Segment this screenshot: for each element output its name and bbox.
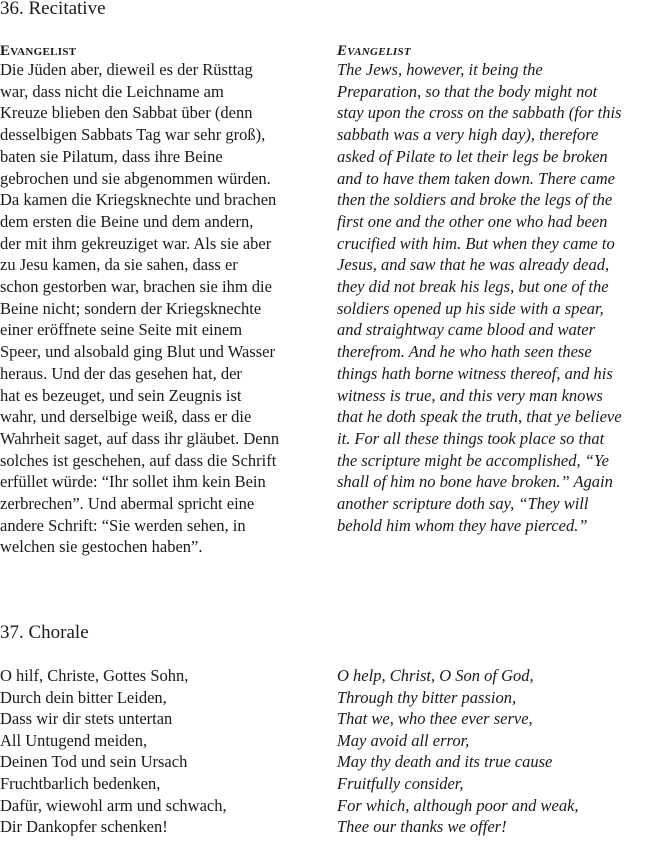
text-line: Dafür, wiewohl arm und schwach, bbox=[0, 795, 227, 815]
chorale-english-text bbox=[337, 665, 649, 838]
text-line: first one and the other one who had been bbox=[337, 211, 608, 231]
text-line: crucified with him. But when they came to bbox=[337, 233, 615, 253]
text-line: and to have them taken down. There came bbox=[337, 168, 615, 188]
text-line: Dass wir dir stets untertan bbox=[0, 709, 173, 729]
speaker-label-german: Evangelist bbox=[0, 43, 77, 59]
text-line: Jesus, and saw that he was already dead, bbox=[337, 255, 610, 275]
recitative-heading: 36. Recitative bbox=[0, 0, 106, 19]
text-line: zu Jesu kamen, da sie sahen, dass er bbox=[0, 255, 238, 275]
text-line: The Jews, however, it being the bbox=[337, 60, 543, 79]
text-line: solches ist geschehen, auf dass die Schrift bbox=[0, 450, 277, 470]
text-line: they did not break his legs, but one of the bbox=[337, 277, 609, 297]
text-line: Die Jüden aber, dieweil es der Rüsttag bbox=[0, 60, 253, 79]
recitative-english-column bbox=[337, 43, 649, 536]
text-line: Wahrheit saget, auf dass ihr gläubet. Denn bbox=[0, 428, 280, 448]
text-line: Through thy bitter passion, bbox=[337, 687, 517, 707]
recitative-german-text bbox=[0, 59, 320, 558]
recitative-german-column bbox=[0, 43, 320, 558]
text-line: O hilf, Christe, Gottes Sohn, bbox=[0, 666, 189, 685]
text-line: shall of him no bone have broken.” Again bbox=[337, 472, 613, 492]
text-line: gebrochen und sie abgenommen würden. bbox=[0, 168, 271, 188]
text-line: Fruchtbarlich bedenken, bbox=[0, 773, 161, 793]
text-line: heraus. Und der das gesehen hat, der bbox=[0, 363, 242, 383]
text-line: then the soldiers and broke the legs of the bbox=[337, 190, 613, 210]
text-line: Durch dein bitter Leiden, bbox=[0, 687, 167, 707]
speaker-label-english: Evangelist bbox=[337, 43, 411, 59]
text-line: Da kamen die Kriegsknechte und brachen bbox=[0, 190, 277, 210]
text-line: stay upon the cross on the sabbath (for this bbox=[337, 103, 622, 123]
text-line: dem ersten die Beine und dem andern, bbox=[0, 211, 254, 231]
text-line: erfüllet würde: “Ihr sollet ihm kein Bein bbox=[0, 472, 266, 492]
text-line: All Untugend meiden, bbox=[0, 730, 148, 750]
text-line: einer eröffnete seine Seite mit einem bbox=[0, 320, 243, 340]
text-line: hat es bezeuget, und sein Zeugnis ist bbox=[0, 385, 242, 405]
text-line: Thee our thanks we offer! bbox=[337, 817, 507, 837]
text-line: May thy death and its true cause bbox=[337, 752, 553, 772]
text-line: another scripture doth say, “They will bbox=[337, 494, 589, 514]
text-line: and straightway came blood and water bbox=[337, 320, 596, 340]
text-line: May avoid all error, bbox=[337, 730, 470, 750]
text-line: sabbath was a very high day), therefore bbox=[337, 125, 599, 145]
text-line: desselbigen Sabbats Tag war sehr groß), bbox=[0, 125, 266, 145]
text-line: soldiers opened up his side with a spear, bbox=[337, 298, 604, 318]
text-line: schon gestorben war, brachen sie ihm die bbox=[0, 277, 272, 297]
text-line: witness is true, and this very man knows bbox=[337, 385, 603, 405]
text-line: Kreuze blieben den Sabbat über (denn bbox=[0, 103, 253, 123]
text-line: Dir Dankopfer schenken! bbox=[0, 817, 168, 837]
text-line: baten sie Pilatum, dass ihre Beine bbox=[0, 146, 223, 166]
chorale-heading: 37. Chorale bbox=[0, 622, 89, 643]
text-line: asked of Pilate to let their legs be broken bbox=[337, 146, 608, 166]
text-line: welchen sie gestochen haben”. bbox=[0, 537, 203, 557]
text-line: zerbrechen”. Und abermal spricht eine bbox=[0, 494, 255, 514]
text-line: O help, Christ, O Son of God, bbox=[337, 666, 534, 685]
text-line: Preparation, so that the body might not bbox=[337, 81, 598, 101]
text-line: Beine nicht; sondern der Kriegsknechte bbox=[0, 298, 262, 318]
text-line: andere Schrift: “Sie werden sehen, in bbox=[0, 515, 246, 535]
text-line: behold him whom they have pierced.” bbox=[337, 515, 588, 535]
text-line: the scripture might be accomplished, “Ye bbox=[337, 450, 609, 470]
text-line: therefrom. And he who hath seen these bbox=[337, 342, 592, 362]
text-line: that he doth speak the truth, that ye believe bbox=[337, 407, 622, 427]
recitative-english-text bbox=[337, 59, 649, 536]
text-line: wahr, und derselbige weiß, dass er die bbox=[0, 407, 252, 427]
text-line: Deinen Tod und sein Ursach bbox=[0, 752, 188, 772]
text-line: it. For all these things took place so that bbox=[337, 428, 605, 448]
text-line: For which, although poor and weak, bbox=[337, 795, 579, 815]
text-line: things hath borne witness thereof, and his bbox=[337, 363, 613, 383]
text-line: Speer, und alsobald ging Blut und Wasser bbox=[0, 342, 275, 362]
text-line: Fruitfully consider, bbox=[337, 773, 464, 793]
text-line: war, dass nicht die Leichname am bbox=[0, 81, 224, 101]
text-line: der mit ihm gekreuziget war. Als sie aber bbox=[0, 233, 272, 253]
chorale-english-column bbox=[337, 665, 649, 838]
text-line: That we, who thee ever serve, bbox=[337, 709, 533, 729]
chorale-german-text bbox=[0, 665, 320, 838]
chorale-german-column bbox=[0, 665, 320, 838]
